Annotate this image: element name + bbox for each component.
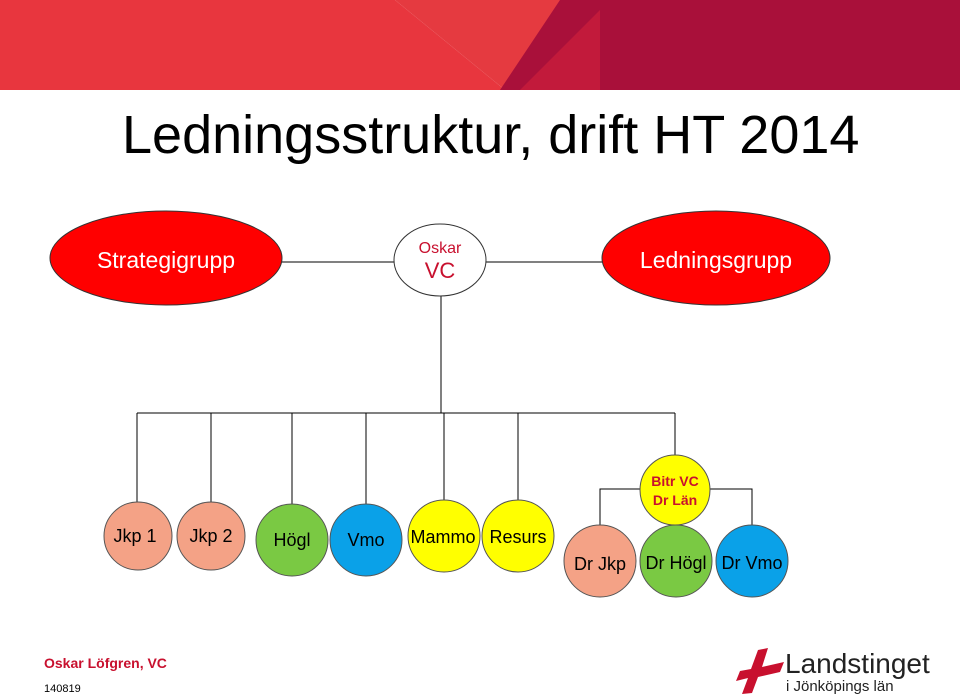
bitr-vc-node bbox=[640, 455, 710, 525]
bitr-to-drvmo bbox=[710, 489, 752, 527]
bitr-to-drjkp bbox=[600, 489, 641, 525]
dr-vmo-label: Dr Vmo bbox=[721, 553, 783, 573]
dr-hogl-label: Dr Högl bbox=[645, 553, 707, 573]
vmo-label: Vmo bbox=[347, 530, 385, 550]
top-banner bbox=[0, 0, 960, 90]
mammo-label: Mammo bbox=[410, 527, 476, 547]
footer-date: 140819 bbox=[44, 683, 81, 695]
logo-subtitle: i Jönköpings län bbox=[786, 678, 894, 695]
bitr-line1-label: Bitr VC bbox=[651, 473, 699, 489]
dr-jkp-label: Dr Jkp bbox=[573, 554, 627, 574]
landstinget-logo-icon bbox=[736, 648, 784, 694]
hogl-label: Högl bbox=[273, 530, 311, 550]
ledningsgrupp-label: Ledningsgrupp bbox=[639, 247, 793, 273]
vc-name-label: Oskar bbox=[418, 240, 462, 257]
bitr-line2-label: Dr Län bbox=[652, 492, 698, 508]
jkp2-label: Jkp 2 bbox=[189, 526, 233, 546]
vc-label: VC bbox=[424, 258, 456, 283]
jkp1-label: Jkp 1 bbox=[113, 526, 157, 546]
logo-wordmark: Landstinget bbox=[785, 648, 930, 679]
resurs-label: Resurs bbox=[489, 527, 547, 547]
slide-title: Ledningsstruktur, drift HT 2014 bbox=[122, 105, 860, 165]
strategigrupp-label: Strategigrupp bbox=[96, 247, 236, 273]
footer-author: Oskar Löfgren, VC bbox=[44, 655, 167, 671]
